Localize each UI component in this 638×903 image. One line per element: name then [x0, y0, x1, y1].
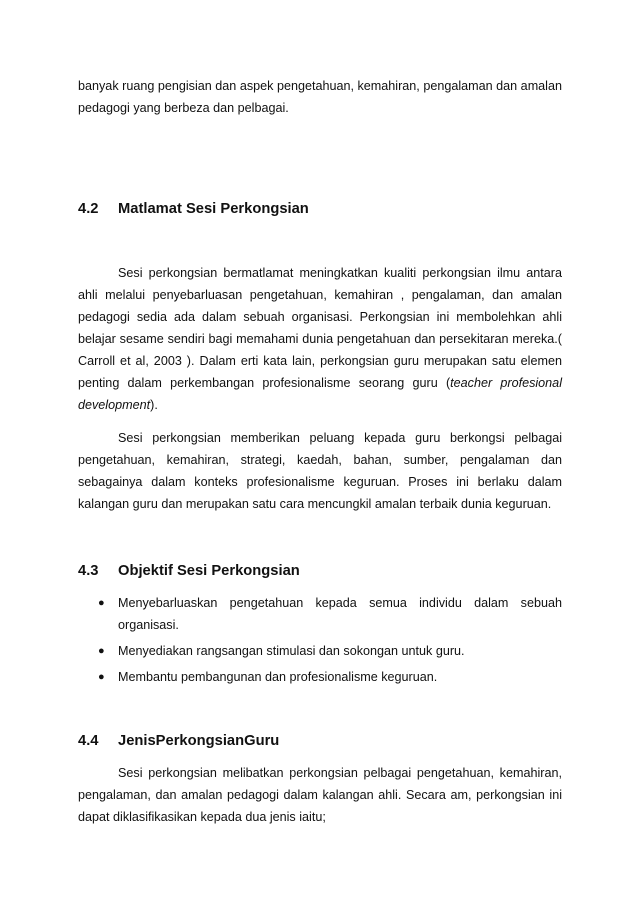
list-item [78, 666, 562, 688]
paragraph-text-end: ). [150, 398, 158, 412]
paragraph-italic-term: teacher profesional development [78, 376, 562, 412]
list-item-text: Menyediakan rangsangan stimulasi dan sokongan untuk guru. [118, 644, 465, 658]
paragraph-text: Sesi perkongsian melibatkan perkongsian pelbagai pengetahuan, kemahiran, pengalaman, dan amalan pedagogi dalam kalangan ahli. Secara am, perkongsian ini dapat diklasifikasikan kepada dua jenis iaitu; [78, 766, 562, 824]
section-number: 4.3 [78, 563, 99, 579]
list-item-text: Menyebarluaskan pengetahuan kepada semua individu dalam sebuah organisasi. [118, 596, 562, 632]
section-4-2-paragraph-2 [78, 427, 562, 515]
objectives-list [78, 592, 562, 688]
bullet-icon: ● [98, 645, 105, 657]
section-number: 4.4 [78, 733, 99, 749]
section-title: JenisPerkongsianGuru [118, 733, 280, 749]
section-4-4-paragraph-1 [78, 762, 562, 828]
section-number: 4.2 [78, 201, 99, 217]
section-heading-4-4 [78, 732, 562, 750]
list-item [78, 640, 562, 662]
list-item [78, 592, 562, 636]
paragraph-text: Sesi perkongsian memberikan peluang kepada guru berkongsi pelbagai pengetahuan, kemahiran, strategi, kaedah, bahan, sumber, pengalaman dan sebagainya dalam konteks profesionalisme keguruan. Proses ini berlaku dalam kalangan guru dan merupakan satu cara mencungkil amalan terbaik dunia keguruan. [78, 431, 562, 511]
section-heading-4-2 [78, 200, 562, 218]
section-4-2-paragraph-1 [78, 262, 562, 416]
section-title: Objektif Sesi Perkongsian [118, 563, 300, 579]
paragraph-text: Sesi perkongsian bermatlamat meningkatkan kualiti perkongsian ilmu antara ahli melalui penyebarluasan pengetahuan, kemahiran , pengalaman, dan amalan pedagogi sedia ada dalam sebuah organisasi. Perkongsian ini membolehkan ahli belajar sesame sendiri bagi memahami dunia pengetahuan dan persekitaran mereka.( Carroll et al, 2003 ). Dalam erti kata lain, perkongsian guru merupakan satu elemen penting dalam perkembangan profesionalisme seorang guru ( [78, 266, 562, 390]
intro-paragraph: banyak ruang pengisian dan aspek pengetahuan, kemahiran, pengalaman dan amalan pedagogi yang berbeza dan pelbagai. [78, 79, 562, 115]
section-title: Matlamat Sesi Perkongsian [118, 201, 309, 217]
list-item-text: Membantu pembangunan dan profesionalisme keguruan. [118, 670, 438, 684]
bullet-icon: ● [98, 671, 105, 683]
section-heading-4-3 [78, 562, 562, 580]
bullet-icon: ● [98, 597, 105, 609]
